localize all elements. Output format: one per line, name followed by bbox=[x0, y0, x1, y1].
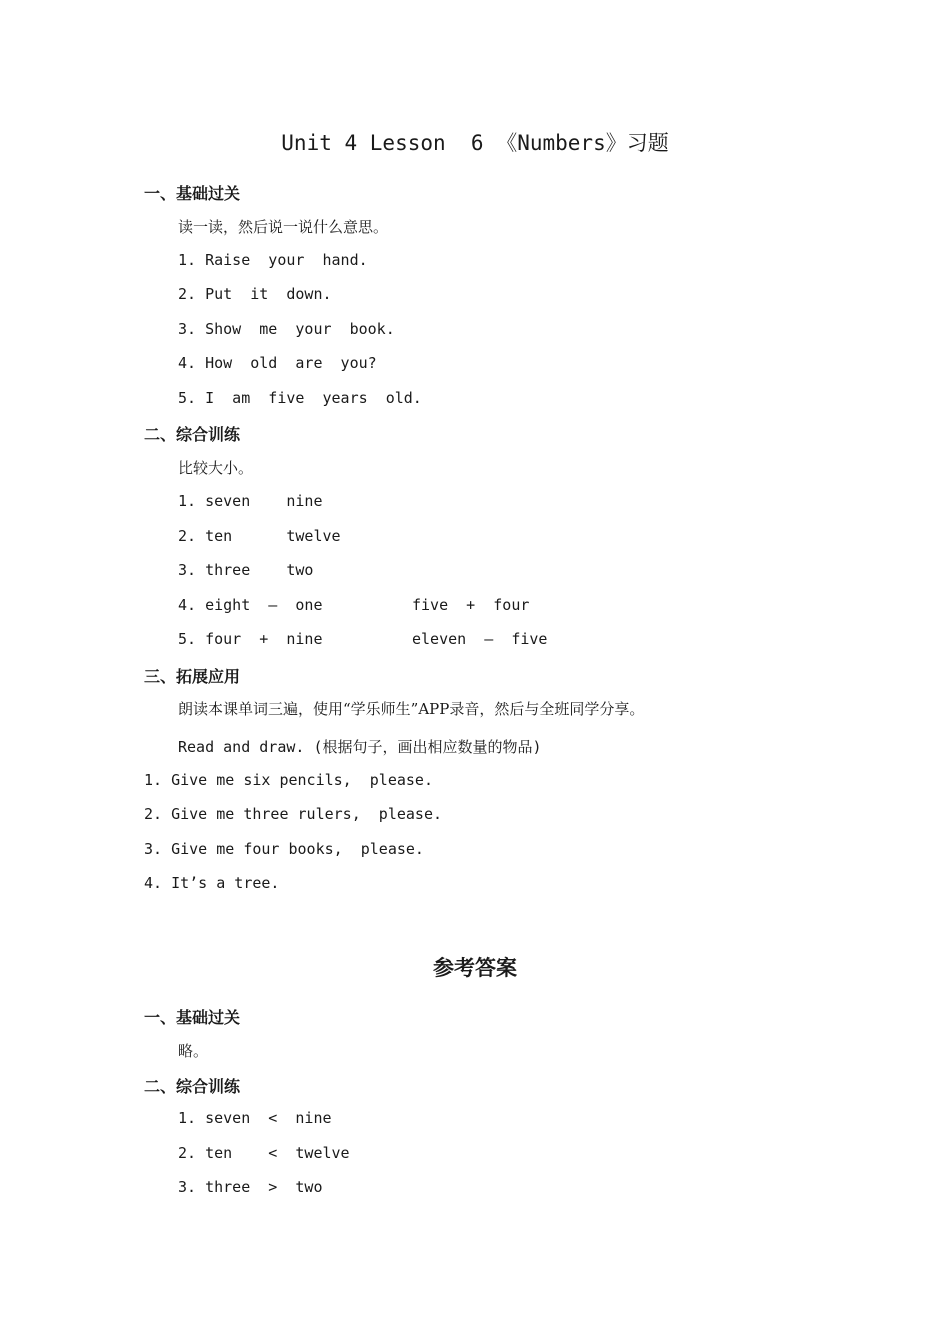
section-heading-training: 二、综合训练 bbox=[144, 425, 241, 444]
answers-title: 参考答案 bbox=[433, 956, 517, 980]
instruction-draw: Read and draw. (根据句子，画出相应数量的物品) bbox=[178, 738, 542, 756]
list-item: 2. Give me three rulers, please. bbox=[144, 805, 443, 823]
list-item: 1. Give me six pencils, please. bbox=[144, 771, 433, 789]
list-item: 4. How old are you? bbox=[178, 354, 377, 372]
list-item: 3. Show me your book. bbox=[178, 320, 395, 338]
instruction-compare: 比较大小。 bbox=[178, 459, 254, 477]
list-item: 3. three > two bbox=[178, 1178, 323, 1196]
list-item: 5. I am five years old. bbox=[178, 389, 422, 407]
section-heading-extension: 三、拓展应用 bbox=[144, 667, 241, 686]
list-item: five + four bbox=[412, 596, 530, 614]
answers-text-basic: 略。 bbox=[178, 1042, 209, 1060]
section-heading-basic: 一、基础过关 bbox=[144, 184, 241, 203]
list-item: 3. three two bbox=[178, 561, 314, 579]
list-item: 3. Give me four books, please. bbox=[144, 840, 424, 858]
list-item: 2. Put it down. bbox=[178, 285, 332, 303]
instruction-record: 朗读本课单词三遍，使用“学乐师生”APP录音，然后与全班同学分享。 bbox=[178, 700, 645, 718]
list-item: 1. seven < nine bbox=[178, 1109, 332, 1127]
list-item: 2. ten twelve bbox=[178, 527, 341, 545]
list-item: 1. Raise your hand. bbox=[178, 251, 368, 269]
answers-heading-basic: 一、基础过关 bbox=[144, 1008, 241, 1027]
list-item: eleven – five bbox=[412, 630, 548, 648]
list-item: 4. eight — one bbox=[178, 596, 323, 614]
instruction-read: 读一读，然后说一说什么意思。 bbox=[178, 218, 389, 236]
list-item: 1. seven nine bbox=[178, 492, 323, 510]
page-title: Unit 4 Lesson 6 《Numbers》习题 bbox=[281, 131, 669, 155]
list-item: 2. ten < twelve bbox=[178, 1144, 350, 1162]
list-item: 5. four + nine bbox=[178, 630, 323, 648]
answers-heading-training: 二、综合训练 bbox=[144, 1077, 241, 1096]
list-item: 4. It’s a tree. bbox=[144, 874, 280, 892]
